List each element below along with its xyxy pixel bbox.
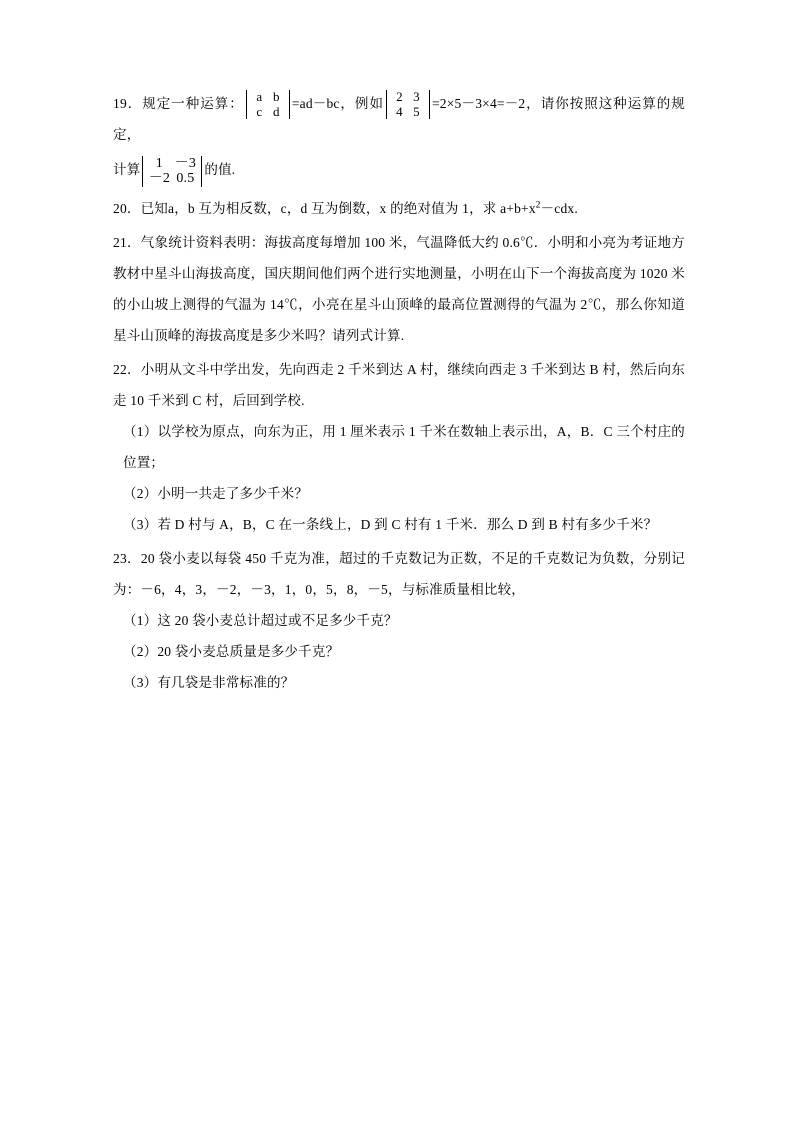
question-19-text-e: 的值.: [204, 162, 236, 178]
question-22-part-3: （3）若 D 村与 A，B，C 在一条线上，D 到 C 村有 1 千米．那么 D 到 B 村有多少千米？: [123, 517, 658, 533]
question-19: [113, 88, 685, 190]
question-23-text: 20 袋小麦以每袋 450 千克为准，超过的千克数记为正数，不足的千克数记为负数，分别记为：－6，4，3，－2，－3，1，0，5，8，－5，与标准质量相比较，: [113, 551, 685, 598]
question-22: [113, 354, 685, 540]
determinant-2345: 2 3 4 5: [386, 90, 430, 119]
question-20-line: 20．已知a，b 互为相反数，c，d 互为倒数，x 的绝对值为 1，求 $a+b+x^2-cdx$.: [113, 199, 578, 217]
question-19-text-d: 计算: [113, 162, 141, 178]
question-22-number: 22: [113, 362, 127, 378]
question-21: [113, 227, 685, 351]
question-19-line-1: 19．规定一种运算： a b c d =ad－bc，例如 2 3 4 5 =2×5－3×4=－2，请你按照这种运算的规定，: [113, 89, 685, 143]
question-23-part-1: （1）这 20 袋小麦总计超过或不足多少千克？: [123, 613, 398, 629]
question-23-number: 23: [113, 551, 127, 567]
question-22-part-2: （2）小明一共走了多少千米？: [123, 486, 309, 502]
question-19-line-2: [113, 150, 685, 190]
question-20-exponent: 2: [535, 199, 541, 210]
question-20-text-b: －cdx.: [540, 201, 578, 217]
question-20: [113, 193, 685, 224]
question-23-part-3: （3）有几袋是非常标准的？: [123, 675, 295, 691]
question-23: [113, 543, 685, 698]
question-21-number: 21: [113, 235, 127, 251]
question-19-text-c: =2×5－3×4=－2，请你按照这种运算的规定，: [113, 96, 685, 143]
question-19-text-a: 规定一种运算：: [142, 96, 244, 111]
question-23-part-2: （2）20 袋小麦总质量是多少千克？: [123, 644, 340, 660]
question-22-part-1: （1）以学校为原点，向东为正，用 1 厘米表示 1 千米在数轴上表示出，A，B．C 三个村庄的位置；: [123, 424, 685, 471]
question-21-line: 21．气象统计资料表明：海拔高度每增加 100 米，气温降低大约 0.6℃．小明和小亮为考证地方教材中星斗山海拔高度，国庆期间他们两个进行实地测量，小明在山下一个海拔高度为 1020 米的小山坡上测得的气温为 14℃，小亮在星斗山顶峰的最高位置测得的气温为 2℃，那么你知道星斗山顶峰的海拔高度是多少米吗？请列式计算.: [113, 235, 686, 344]
determinant-1-3-2-05: 1 －3 －2 0.5: [142, 156, 202, 187]
determinant-abcd: a b c d: [246, 90, 290, 119]
question-19-number: 19: [113, 96, 127, 111]
question-21-text: 气象统计资料表明：海拔高度每增加 100 米，气温降低大约 0.6℃．小明和小亮为考证地方教材中星斗山海拔高度，国庆期间他们两个进行实地测量，小明在山下一个海拔高度为 1020 米的小山坡上测得的气温为 14℃，小亮在星斗山顶峰的最高位置测得的气温为 2℃，那么你知道星斗山顶峰的海拔高度是多少米吗？请列式计算.: [113, 235, 686, 344]
question-23-line: 23．20 袋小麦以每袋 450 千克为准，超过的千克数记为正数，不足的千克数记为负数，分别记为：－6，4，3，－2，－3，1，0，5，8，－5，与标准质量相比较，: [113, 551, 685, 598]
question-22-text: 小明从文斗中学出发，先向西走 2 千米到达 A 村，继续向西走 3 千米到达 B 村，然后向东走 10 千米到 C 村，后回到学校.: [113, 362, 685, 409]
question-19-text-b: =ad－bc，例如: [291, 96, 384, 111]
question-20-text-a: 已知a，b 互为相反数，c，d 互为倒数，x 的绝对值为 1，求 a+b+x: [140, 201, 536, 217]
question-22-line: 22．小明从文斗中学出发，先向西走 2 千米到达 A 村，继续向西走 3 千米到达 B 村，然后向东走 10 千米到 C 村，后回到学校.: [113, 362, 685, 409]
question-20-number: 20: [113, 201, 127, 217]
document-body: [113, 88, 685, 701]
